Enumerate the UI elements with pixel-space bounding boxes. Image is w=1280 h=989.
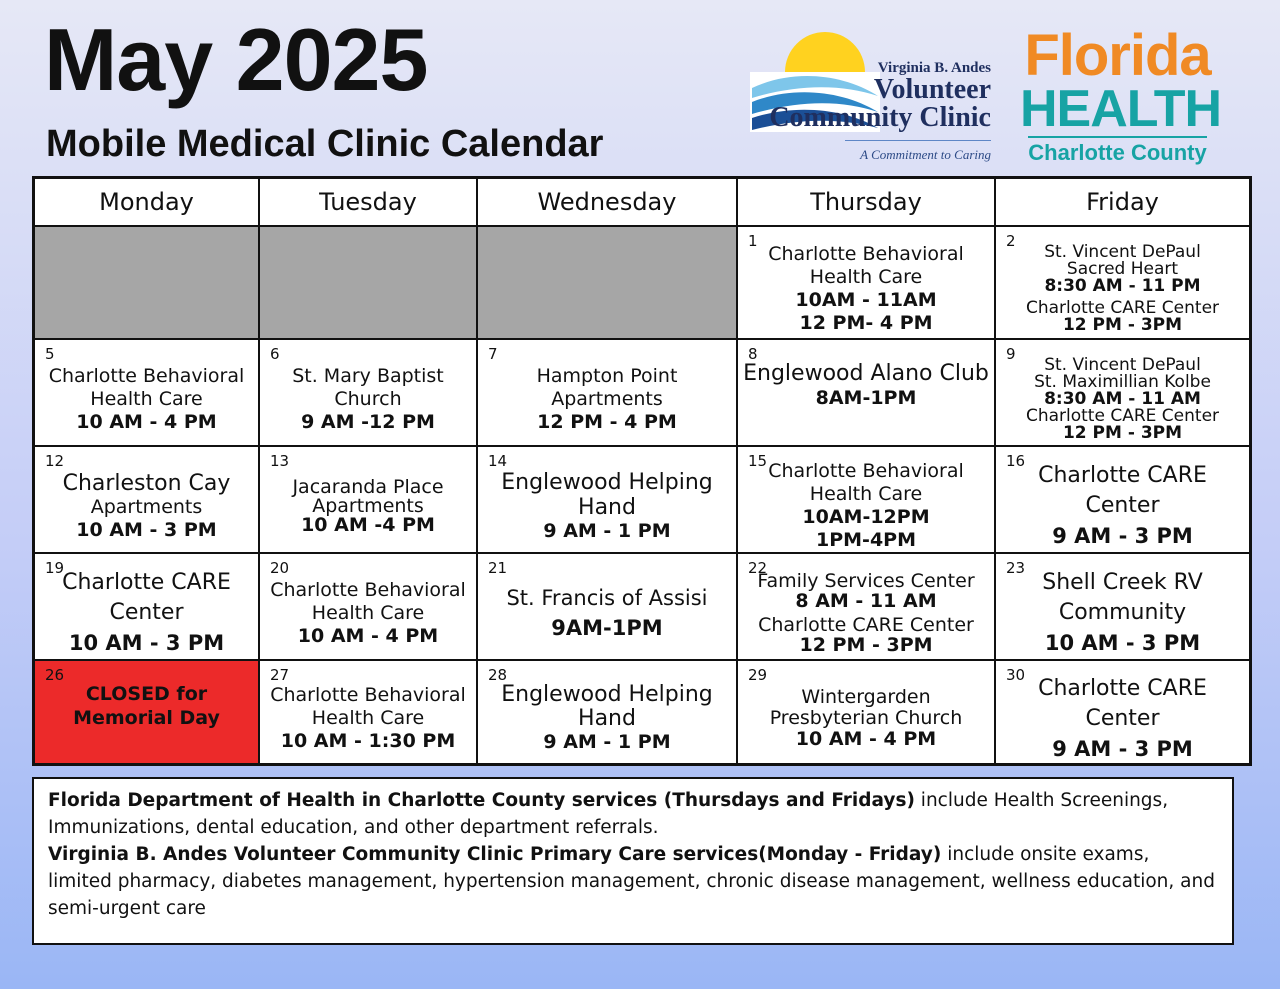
calendar-day-2 — [996, 227, 1249, 338]
calendar-day-8 — [738, 340, 994, 445]
page-title: May 2025 — [44, 10, 428, 109]
location-name: Charlotte CARE — [62, 570, 231, 595]
time-range: 10AM-12PM — [802, 506, 930, 528]
location-name: Charlotte Behavioral — [48, 364, 245, 387]
time-range: 10 AM - 3 PM — [1044, 631, 1201, 655]
day-header-monday: Monday — [35, 179, 258, 225]
location-name: Center — [109, 600, 184, 625]
day-number: 29 — [748, 666, 768, 684]
day-number: 6 — [270, 345, 280, 363]
calendar-day-20 — [260, 554, 476, 659]
day-number: 14 — [488, 452, 508, 470]
location-name: Charlotte CARE — [1038, 675, 1207, 701]
day-number: 12 — [45, 452, 65, 470]
time-range: 9 AM - 1 PM — [543, 731, 671, 753]
calendar-day-22 — [738, 554, 994, 659]
time-range: 9 AM - 3 PM — [1052, 736, 1193, 761]
florida-health-logo: Florida HEALTH Charlotte County — [1020, 28, 1215, 170]
day-number: 5 — [45, 345, 55, 363]
calendar-grid — [32, 176, 1252, 766]
day-number: 26 — [45, 666, 65, 684]
calendar-day-15 — [738, 447, 994, 552]
calendar-day-1 — [738, 227, 994, 338]
services-notes — [32, 777, 1234, 945]
location-name: Apartments — [551, 387, 663, 410]
calendar-day-7 — [478, 340, 736, 445]
location-name: Charlotte CARE Center — [758, 614, 974, 636]
location-name: St. Francis of Assisi — [506, 586, 708, 610]
time-range: 10 AM - 4 PM — [795, 728, 937, 750]
time-range: 8:30 AM - 11 AM — [1044, 388, 1201, 409]
day-number: 22 — [748, 559, 768, 577]
calendar-day-23 — [996, 554, 1249, 659]
calendar-day-26-closed — [35, 661, 258, 763]
page-subtitle: Mobile Medical Clinic Calendar — [46, 123, 604, 165]
day-number: 8 — [748, 345, 758, 363]
location-name: Center — [1085, 705, 1160, 731]
location-name: Health Care — [311, 707, 425, 729]
clinic-services-note: Virginia B. Andes Volunteer Community Clinic Primary Care services(Monday - Friday) include onsite exams, limited pharmacy, diabetes management, hypertension management, chronic disease management, wellness education, and semi-urgent care — [48, 844, 1215, 919]
day-header-wednesday: Wednesday — [478, 179, 736, 225]
calendar-day-5 — [35, 340, 258, 445]
time-range: 10 AM - 3 PM — [68, 631, 225, 655]
location-name: St. Vincent DePaul — [1044, 242, 1201, 262]
location-name: Church — [334, 387, 402, 410]
location-name: Charlotte Behavioral — [768, 243, 964, 265]
time-range: 10 AM - 3 PM — [76, 518, 217, 541]
location-name: Englewood Alano Club — [743, 361, 989, 386]
location-name: Health Care — [311, 601, 425, 624]
calendar-day-30 — [996, 661, 1249, 763]
calendar-day-6 — [260, 340, 476, 445]
day-header-thursday: Thursday — [738, 179, 994, 225]
time-range: 10 AM - 1:30 PM — [280, 730, 456, 752]
time-range: 10AM - 11AM — [795, 289, 937, 311]
location-name: St. Maximillian Kolbe — [1034, 371, 1211, 392]
time-range: 12 PM - 3PM — [1062, 422, 1183, 443]
location-name: Charlotte CARE Center — [1025, 405, 1220, 426]
location-name: Charlotte Behavioral — [768, 460, 964, 482]
day-number: 2 — [1006, 232, 1016, 250]
calendar-day-27 — [260, 661, 476, 763]
calendar-day-21 — [478, 554, 736, 659]
time-range: 1PM-4PM — [816, 529, 916, 551]
time-range: 10 AM - 4 PM — [297, 624, 439, 647]
location-name: Wintergarden — [801, 686, 931, 708]
location-name: Sacred Heart — [1066, 259, 1179, 279]
calendar-day-19 — [35, 554, 258, 659]
day-number: 7 — [488, 345, 498, 363]
location-name: St. Mary Baptist — [292, 364, 444, 387]
day-number: 28 — [488, 666, 508, 684]
day-number: 30 — [1006, 666, 1026, 684]
empty-day-cell — [35, 227, 258, 338]
day-number: 15 — [748, 452, 768, 470]
time-range: 12 PM - 3PM — [799, 634, 933, 656]
location-name: Englewood Helping — [501, 469, 713, 495]
day-number: 27 — [270, 666, 290, 684]
calendar-day-28 — [478, 661, 736, 763]
location-name: Health Care — [809, 266, 923, 288]
time-range: 9 AM - 3 PM — [1052, 524, 1193, 548]
volunteer-clinic-logo: Virginia B. Andes Volunteer Community Clinic A Commitment to Caring — [750, 26, 995, 166]
time-range: 12 PM- 4 PM — [799, 312, 933, 334]
location-name: Community — [1058, 600, 1187, 625]
doh-services-note: Florida Department of Health in Charlotte County services (Thursdays and Fridays) include Health Screenings, Immunizations, dental education, and other department referrals. — [48, 790, 1169, 838]
location-name: Charlotte Behavioral — [270, 578, 466, 601]
location-name: Hampton Point — [536, 364, 678, 387]
location-name: St. Vincent DePaul — [1044, 354, 1201, 375]
location-name: Apartments — [312, 495, 424, 517]
day-number: 23 — [1006, 559, 1026, 577]
location-name: Shell Creek RV — [1042, 570, 1203, 595]
location-name: Charlotte CARE — [1038, 463, 1207, 488]
time-range: 9 AM - 1 PM — [543, 519, 671, 542]
location-name: Englewood Helping — [501, 682, 713, 707]
location-name: Charleston Cay — [62, 470, 231, 496]
calendar-day-16 — [996, 447, 1249, 552]
location-name: Apartments — [90, 495, 203, 518]
location-name: Center — [1085, 493, 1160, 518]
location-name: Family Services Center — [757, 570, 975, 592]
calendar-day-29 — [738, 661, 994, 763]
location-name: Hand — [578, 494, 636, 520]
day-number: 19 — [45, 559, 65, 577]
day-number: 21 — [488, 559, 508, 577]
day-number: 20 — [270, 559, 290, 577]
time-range: 8 AM - 11 AM — [795, 590, 937, 612]
day-number: 9 — [1006, 345, 1016, 363]
empty-day-cell — [478, 227, 736, 338]
location-name: Charlotte CARE Center — [1025, 298, 1220, 318]
location-name: Presbyterian Church — [769, 707, 963, 729]
empty-day-cell — [260, 227, 476, 338]
calendar-day-9 — [996, 340, 1249, 445]
time-range: 9 AM -12 PM — [301, 410, 435, 433]
location-name: Health Care — [809, 483, 923, 505]
day-number: 13 — [270, 452, 290, 470]
day-header-tuesday: Tuesday — [260, 179, 476, 225]
location-name: Jacaranda Place — [292, 476, 444, 498]
time-range: 10 AM - 4 PM — [76, 410, 217, 433]
calendar-day-14 — [478, 447, 736, 552]
time-range: 12 PM - 4 PM — [537, 410, 677, 433]
calendar-day-13 — [260, 447, 476, 552]
time-range: 12 PM - 3PM — [1062, 315, 1183, 335]
location-name: Charlotte Behavioral — [270, 684, 466, 706]
location-name: Health Care — [90, 387, 203, 410]
day-number: 16 — [1006, 452, 1026, 470]
closed-notice: CLOSED for — [85, 683, 208, 705]
day-header-friday: Friday — [996, 179, 1249, 225]
time-range: 8:30 AM - 11 PM — [1044, 276, 1201, 296]
time-range: 10 AM -4 PM — [301, 514, 435, 536]
location-name: Hand — [578, 706, 636, 731]
time-range: 8AM-1PM — [815, 387, 917, 409]
day-number: 1 — [748, 232, 758, 250]
calendar-day-12 — [35, 447, 258, 552]
time-range: 9AM-1PM — [551, 616, 663, 640]
closed-notice: Memorial Day — [73, 707, 220, 729]
